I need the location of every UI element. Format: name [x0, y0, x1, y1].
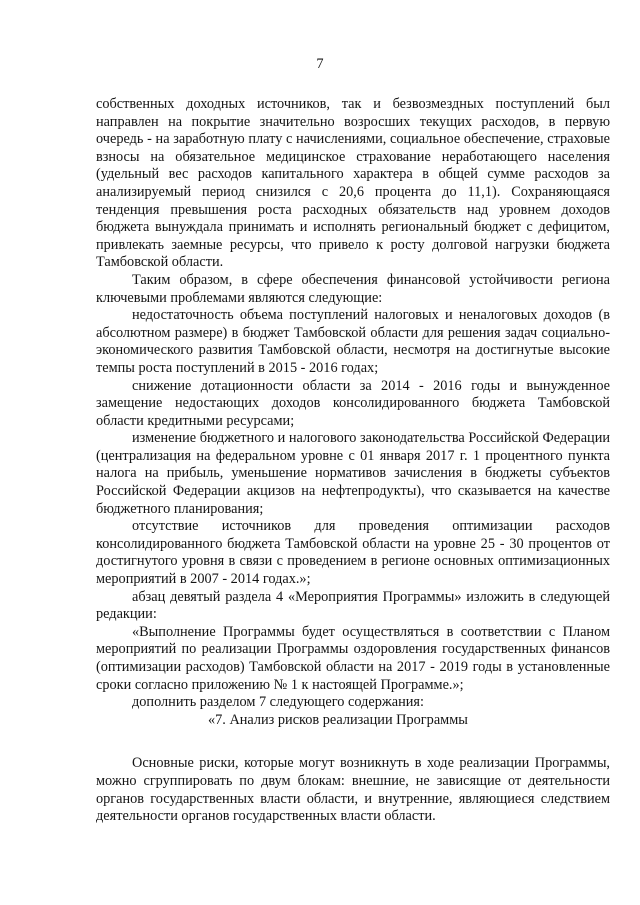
paragraph-add-section7: дополнить разделом 7 следующего содержания: [132, 694, 424, 711]
paragraph-problem-optimization: отсутствие источников для проведения оптимизации расходов консолидированного бюджета Тамбовской области на уровне 25 - 30 процентов от достигнутого уровня в связи с проведением в регионе основных оптимизационных мероприятий в 2007 - 2014 годах.»; [96, 518, 610, 588]
paragraph-amendment-section4: абзац девятый раздела 4 «Мероприятия Программы» изложить в следующей редакции: [96, 588, 610, 623]
paragraph-problem-legislation: изменение бюджетного и налогового законодательства Российской Федерации (централизация на федеральном уровне с 01 января 2017 г. 1 процентного пункта налога на прибыль, уменьшение нормативов зачисления в бюджеты субъектов Российской Федерации акцизов на нефтепродукты), что сказывается на качестве бюджетного планирования; [96, 430, 610, 517]
spacer [96, 729, 610, 755]
document-body [96, 96, 610, 826]
paragraph-key-problems-intro: Таким образом, в сфере обеспечения финансовой устойчивости региона ключевыми проблемами являются следующие: [96, 271, 610, 306]
paragraph-budget-expenses: собственных доходных источников, так и безвозмездных поступлений был направлен на покрытие значительно возросших текущих расходов, в первую очередь - на заработную плату с начислениями, социальное обеспечение, страховые взносы на обязательное медицинское страхование неработающего населения (удельный вес расходов капитального характера в общей сумме расходов за анализируемый период снизился с 20,6 процента до 11,1). Сохраняющаяся тенденция превышения роста расходных обязательств над уровнем доходов бюджета вынуждала принимать и исполнять региональный бюджет с дефицитом, привлекать заемные ресурсы, что привело к росту долговой нагрузки бюджета Тамбовской области. [96, 96, 610, 271]
paragraph-problem-revenue: недостаточность объема поступлений налоговых и неналоговых доходов (в абсолютном размере) в бюджет Тамбовской области для решения задач социально-экономического развития Тамбовской области, несмотря на достигнутые высокие темпы роста поступлений в 2015 - 2016 годах; [96, 307, 610, 376]
paragraph-program-execution: «Выполнение Программы будет осуществляться в соответствии с Планом мероприятий по реализации Программы оздоровления государственных финансов (оптимизации расходов) Тамбовской области на 2017 - 2019 годы в установленные сроки согласно приложению № 1 к настоящей Программе.»; [96, 623, 610, 693]
paragraph-main-risks: Основные риски, которые могут возникнуть в ходе реализации Программы, можно сгруппировать по двум блокам: внешние, не зависящие от деятельности органов государственных власти области, и внутренние, являющиеся следствием деятельности органов государственных власти области. [96, 755, 610, 825]
page-number: 7 [316, 56, 324, 72]
section-heading: «7. Анализ рисков реализации Программы [208, 711, 468, 728]
paragraph-problem-subsidy: снижение дотационности области за 2014 - 2016 годы и вынужденное замещение недостающих доходов консолидированного бюджета Тамбовской области кредитными ресурсами; [96, 377, 610, 429]
